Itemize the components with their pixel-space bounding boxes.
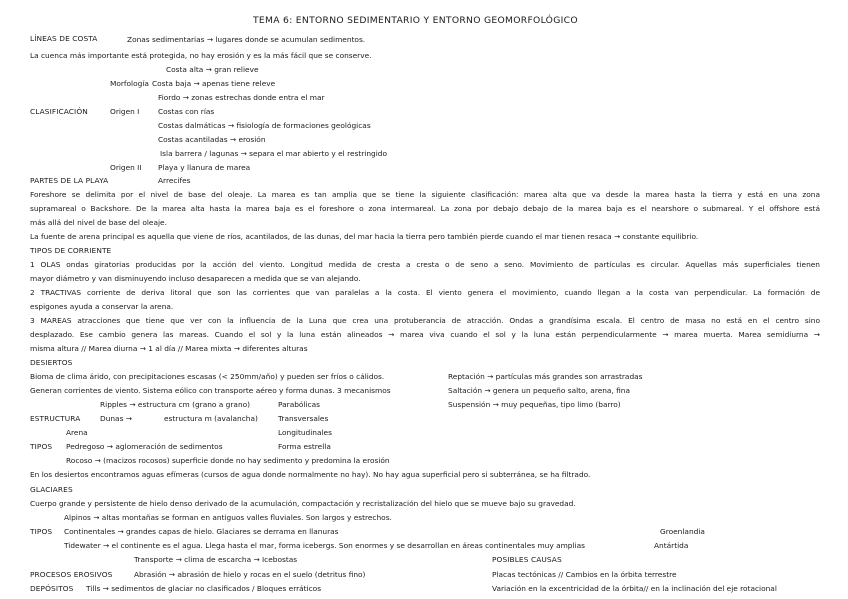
dunas-structure: estructura m (avalancha) xyxy=(164,414,258,423)
pedregoso-text: Pedregoso → aglomeración de sedimentos xyxy=(66,442,223,451)
lineas-costa-definition: Zonas sedimentarias → lugares donde se acumulan sedimentos. xyxy=(127,35,366,44)
origen2-item: Playa y llanura de marea xyxy=(158,163,251,172)
origen1-item: Costas dalmáticas → fisiología de formaciones geológicas xyxy=(158,121,371,130)
paragraph-line: 3 MAREAS atracciones que tiene que ver con la influencia de la Luna que crea una protuberancia de atracción. Ondas a grandísima escala. El centro de masa no está en el centro sino xyxy=(30,316,820,325)
transporte-text: Transporte → clima de escarcha → Icebostas xyxy=(134,555,298,564)
mecanismo-item: Saltación → genera un pequeño salto, arena, fina xyxy=(448,386,631,395)
origen1-item: Costas con rías xyxy=(158,107,215,116)
origen1-item: Costas acantiladas → erosión xyxy=(158,135,266,144)
causa-item: Placas tectónicas // Cambios en la órbita terrestre xyxy=(492,570,677,579)
causa-item: Variación en la excentricidad de la órbita// en la inclinación del eje rotacional xyxy=(492,584,777,593)
origen1-item: Isla barrera / lagunas → separa el mar abierto y el restringido xyxy=(160,149,387,158)
paragraph-line: 1 OLAS ondas giratorias producidas por la acción del viento. Longitud medida de cresta a cresta o de seno a seno. Movimiento de partículas es circular. Aquellas más superficiales tienen xyxy=(30,260,820,269)
morfologia-item: Fiordo → zonas estrechas donde entra el mar xyxy=(158,93,325,102)
mecanismo-item: Reptación → partículas más grandes son arrastradas xyxy=(448,372,643,381)
origen2-item: Arrecifes xyxy=(158,176,191,185)
causas-label: POSIBLES CAUSAS xyxy=(492,555,562,564)
antartida-text: Antártida xyxy=(654,541,689,550)
paragraph-line: desplazado. Ese cambio genera las mareas. Cuando el sol y la luna están alineados → marea viva cuando el sol y la luna están perpendicularmente → marea muerta. Marea semidiurna → xyxy=(30,330,820,339)
heading-lineas-costa: LÍNEAS DE COSTA xyxy=(30,34,98,43)
document-title: TEMA 6: ENTORNO SEDIMENTARIO Y ENTORNO GEOMORFOLÓGICO xyxy=(253,15,578,26)
efimeras-text: En los desiertos encontramos aguas efímeras (cursos de agua donde normalmente no hay). No hay agua superficial pero si subterránea, se ha filtrado. xyxy=(30,470,591,479)
ripples-text: Ripples → estructura cm (grano a grano) xyxy=(100,400,251,409)
bioma-text: Bioma de clima árido, con precipitaciones escasas (< 250mm/año) y pueden ser fríos o cálidos. xyxy=(30,372,385,381)
tipos-label: TIPOS xyxy=(30,442,53,451)
arena-label: Arena xyxy=(66,428,88,437)
rocoso-text: Rocoso → (macizos rocosos) superficie donde no hay sedimento y predomina la erosión xyxy=(66,456,390,465)
estructura-label: ESTRUCTURA xyxy=(30,414,81,423)
heading-clasificacion: CLASIFICACIÓN xyxy=(30,107,88,116)
heading-partes-playa: PARTES DE LA PLAYA xyxy=(30,176,109,185)
glaciares-definition: Cuerpo grande y persistente de hielo denso derivado de la acumulación, compactación y recristalización del hielo que se mueve bajo su gravedad. xyxy=(30,499,576,508)
dune-type: Transversales xyxy=(278,414,329,423)
paragraph-line: 2 TRACTIVAS corriente de deriva litoral que son las corrientes que van paralelas a la costa. El viento genera el movimiento, cuando llegan a la costa van perpendicular. La formación de xyxy=(30,288,820,297)
dune-type: Longitudinales xyxy=(278,428,332,437)
paragraph-line: Foreshore se delimita por el nivel de base del oleaje. La marea es tan amplia que se tiene la siguiente clasificación: marea alta que va desde la marea hasta la tierra y está en una zona xyxy=(30,190,820,199)
paragraph-line: espigones ayuda a conservar la arena. xyxy=(30,302,174,311)
origen1-label: Origen I xyxy=(110,107,140,116)
procesos-label: PROCESOS EROSIVOS xyxy=(30,570,113,579)
morfologia-item: Costa baja → apenas tiene releve xyxy=(152,79,276,88)
mecanismo-item: Suspensión → muy pequeñas, tipo limo (barro) xyxy=(448,400,621,409)
dunas-label: Dunas → xyxy=(100,414,132,423)
procesos-text: Abrasión → abrasión de hielo y rocas en el suelo (detritus fino) xyxy=(134,570,366,579)
paragraph-line: supramareal o Backshore. De la marea alta hasta la marea baja es el foreshore o zona intermareal. La zona por debajo debajo de la marea baja es el nearshore o submareal. Y el offshore está xyxy=(30,204,820,213)
alpinos-text: Alpinos → altas montañas se forman en antiguos valles fluviales. Son largos y estrechos. xyxy=(64,513,392,522)
continentales-text: Continentales → grandes capas de hielo. Glaciares se derrama en llanuras xyxy=(64,527,339,536)
depositos-text: Tills → sedimentos de glaciar no clasificados / Bloques erráticos xyxy=(86,584,322,593)
heading-glaciares: GLACIARES xyxy=(30,485,73,494)
morfologia-item: Costa alta → gran relieve xyxy=(166,65,259,74)
tidewater-text: Tidewater → el continente es el agua. Llega hasta el mar, forma icebergs. Son enormes y se desarrollan en áreas continentales muy amplias xyxy=(64,541,585,550)
paragraph-line: misma altura // Marea diurna → 1 al día // Marea mixta → diferentes alturas xyxy=(30,344,308,353)
depositos-label: DEPÓSITOS xyxy=(30,584,74,593)
paragraph-line: La fuente de arena principal es aquella que viene de ríos, acantilados, de las dunas, del mar hacia la tierra pero también pierde cuando el mar tienen resaca → constante equilibrio. xyxy=(30,232,699,241)
origen2-label: Origen II xyxy=(110,163,142,172)
heading-desiertos: DESIERTOS xyxy=(30,358,73,367)
paragraph-line: más allá del nivel de base del oleaje. xyxy=(30,218,167,227)
morfologia-label: Morfología xyxy=(110,79,149,88)
heading-tipos-corriente: TIPOS DE CORRIENTE xyxy=(30,246,112,255)
groenlandia-text: Groenlandia xyxy=(660,527,705,536)
dune-type: Parabólicas xyxy=(278,400,320,409)
cuenca-text: La cuenca más importante está protegida, no hay erosión y es la más fácil que se conserve. xyxy=(30,51,372,60)
viento-text: Generan corrientes de viento. Sistema eólico con transporte aéreo y forma dunas. 3 mecanismos xyxy=(30,386,391,395)
paragraph-line: mayor diámetro y van disminuyendo incluso desaparecen a medida que se van alejando. xyxy=(30,274,361,283)
dune-type: Forma estrella xyxy=(278,442,331,451)
tipos-label: TIPOS xyxy=(30,527,53,536)
